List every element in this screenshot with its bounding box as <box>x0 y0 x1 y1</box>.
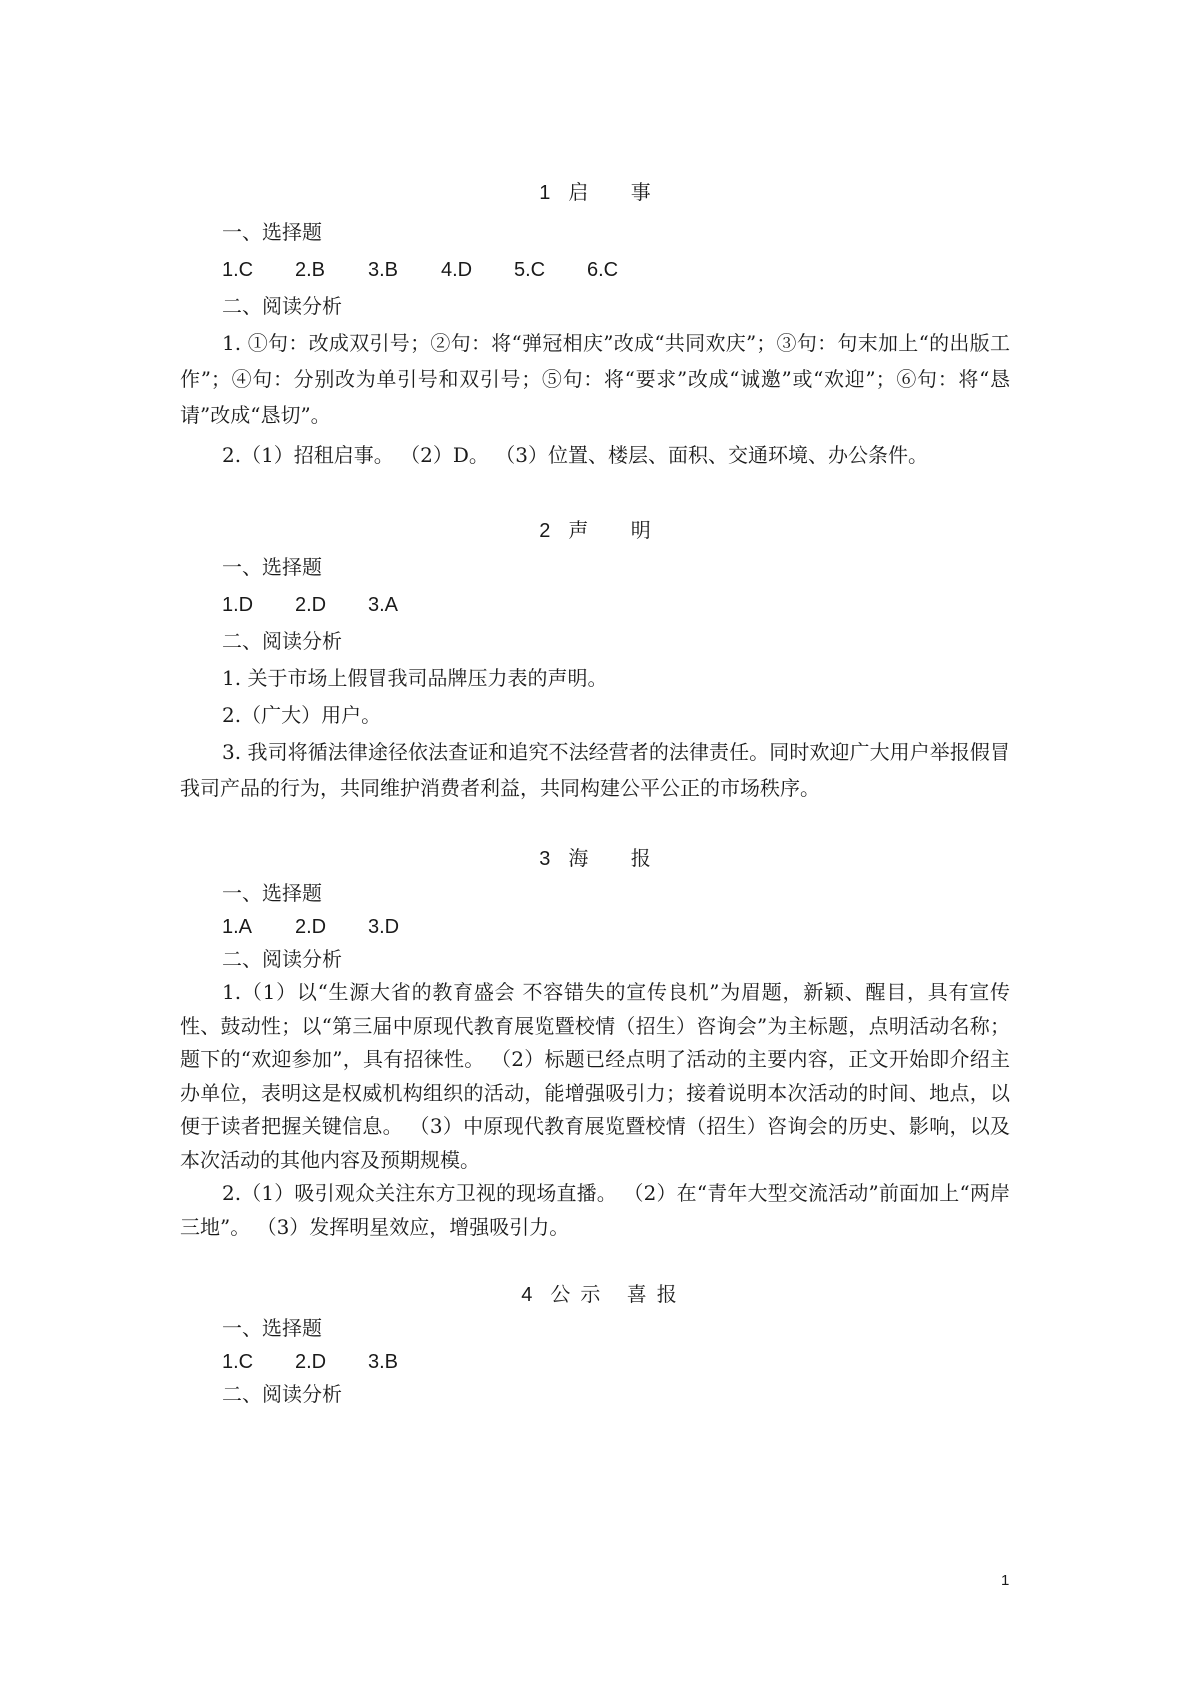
choice-heading: 一、选择题 <box>222 555 322 579</box>
choice-answers <box>180 914 1052 939</box>
choice-heading: 一、选择题 <box>222 881 322 905</box>
answer: 2.B <box>295 259 326 281</box>
answer: 1.D <box>222 594 254 616</box>
analysis-heading: 二、阅读分析 <box>222 1382 342 1406</box>
answer: 3.D <box>368 916 400 938</box>
section-title <box>180 180 1010 205</box>
choice-answers <box>180 1349 1052 1374</box>
section-title <box>180 846 1010 871</box>
answer: 4.D <box>441 259 473 281</box>
section-title <box>180 518 1010 543</box>
section-number: 4 <box>521 1284 535 1306</box>
analysis-paragraph: 2.（广大）用户。 <box>222 703 382 727</box>
analysis-paragraph: 2.（1）招租启事。 （2）D。 （3）位置、楼层、面积、交通环境、办公条件。 <box>222 443 929 467</box>
analysis-paragraph: 1.（1）以“生源大省的教育盛会 不容错失的宣传良机”为眉题，新颖、醒目，具有宣传性、鼓动性；以“第三届中原现代教育展览暨校情（招生）咨询会”为主标题，点明活动名称；题下的“欢迎参加”，具有招徕性。 （2）标题已经点明了活动的主要内容，正文开始即介绍主办单位，表明这是权威机构组织的活动，能增强吸引力；接着说明本次活动的时间、地点，以便于读者把握关键信息。 （3）中原现代教育展览暨校情（招生）咨询会的历史、影响，以及本次活动的其他内容及预期规模。 <box>180 980 1010 1172</box>
answer: 1.C <box>222 259 254 281</box>
section-number: 2 <box>539 520 553 542</box>
section-number: 1 <box>539 182 553 204</box>
choice-heading: 一、选择题 <box>222 220 322 244</box>
answer: 2.D <box>295 916 327 938</box>
section-number: 3 <box>539 848 553 870</box>
answer: 3.B <box>368 259 399 281</box>
section-title <box>180 1282 1010 1307</box>
answer: 5.C <box>514 259 546 281</box>
analysis-paragraph: 1. ①句：改成双引号；②句：将“弹冠相庆”改成“共同欢庆”；③句：句末加上“的出版工作”；④句：分别改为单引号和双引号；⑤句：将“要求”改成“诚邀”或“欢迎”；⑥句：将“恳请”改成“恳切”。 <box>180 331 1010 427</box>
choice-heading: 一、选择题 <box>222 1316 322 1340</box>
section-title-text: 公示 喜报 <box>550 1282 687 1306</box>
choice-answers <box>180 257 1052 282</box>
choice-answers <box>180 592 1052 617</box>
answer: 2.D <box>295 594 327 616</box>
section-title-text: 启 事 <box>568 180 669 204</box>
analysis-paragraph: 1. 关于市场上假冒我司品牌压力表的声明。 <box>222 666 608 690</box>
answer: 2.D <box>295 1351 327 1373</box>
section-title-text: 声 明 <box>568 518 669 542</box>
answer: 3.A <box>368 594 399 616</box>
analysis-heading: 二、阅读分析 <box>222 629 342 653</box>
answer: 1.C <box>222 1351 254 1373</box>
section-title-text: 海 报 <box>568 846 669 870</box>
analysis-paragraph: 2.（1）吸引观众关注东方卫视的现场直播。 （2）在“青年大型交流活动”前面加上“两岸三地”。 （3）发挥明星效应，增强吸引力。 <box>180 1181 1010 1239</box>
answer: 3.B <box>368 1351 399 1373</box>
page-number: 1 <box>1001 1572 1010 1589</box>
answer: 6.C <box>587 259 619 281</box>
analysis-heading: 二、阅读分析 <box>222 947 342 971</box>
answer: 1.A <box>222 916 253 938</box>
analysis-paragraph: 3. 我司将循法律途径依法查证和追究不法经营者的法律责任。同时欢迎广大用户举报假冒我司产品的行为，共同维护消费者利益，共同构建公平公正的市场秩序。 <box>180 740 1010 800</box>
analysis-heading: 二、阅读分析 <box>222 294 342 318</box>
